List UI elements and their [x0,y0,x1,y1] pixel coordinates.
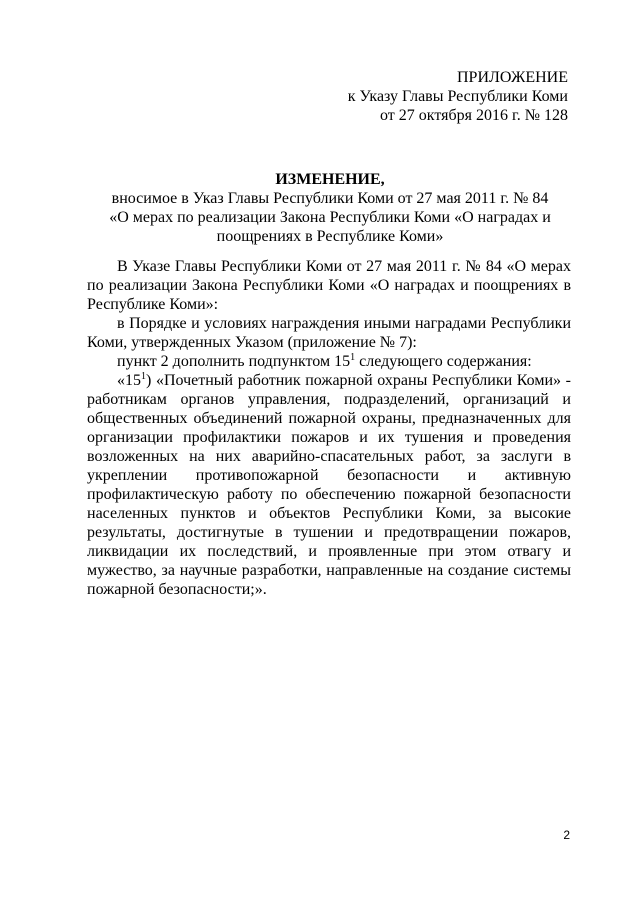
appendix-label: ПРИЛОЖЕНИЕ [456,69,568,86]
superscript: 1 [350,352,356,363]
appendix-decree-ref: к Указу Главы Республики Коми [347,88,568,105]
paragraph-3-tail: следующего содержания: [355,353,532,370]
superscript: 1 [141,371,146,382]
document-title: ИЗМЕНЕНИЕ, [275,171,385,188]
paragraph-4 [87,371,571,599]
paragraph-3-text: пункт 2 дополнить подпунктом 15 [117,353,351,370]
appendix-block [348,68,568,125]
paragraph-3 [87,352,571,371]
paragraph-1: В Указе Главы Республики Коми от 27 мая 2011 г. № 84 «О мерах по реализации Закона Республики Коми «О наградах и поощрениях в Республике Коми»: [87,258,571,313]
paragraph-4-text: ) «Почетный работник пожарной охраны Республики Коми» - работникам органов управления, подразделений, организаций и общественных объединений пожарной охраны, предназначенных для организации профилактики пожаров и их тушения и проведения возложенных на них аварийно-спасательных работ, за заслуги в укреплении противопожарной безопасности и активную профилактическую работу по обеспечению пожарной безопасности населенных пунктов и объектов Республики Коми, за высокие результаты, достигнутые в тушении и предотвращении пожаров, ликвидации их последствий, и проявленные при этом отвагу и мужество, за научные разработки, направленные на создание системы пожарной безопасности;». [87,372,571,598]
heading-line-1: вносимое в Указ Главы Республики Коми от 27 мая 2011 г. № 84 [111,190,549,207]
document-heading [90,170,570,246]
paragraph-4-open: «15 [117,372,141,389]
heading-line-2: «О мерах по реализации Закона Республики Коми «О наградах и [109,209,551,226]
page-number: 2 [563,828,570,842]
paragraph-2: в Порядке и условиях награждения иными наградами Республики Коми, утвержденных Указом (приложение № 7): [87,315,571,351]
document-body [87,257,571,599]
appendix-decree-date: от 27 октября 2016 г. № 128 [379,107,568,124]
heading-line-3: поощрениях в Республике Коми» [216,228,444,245]
